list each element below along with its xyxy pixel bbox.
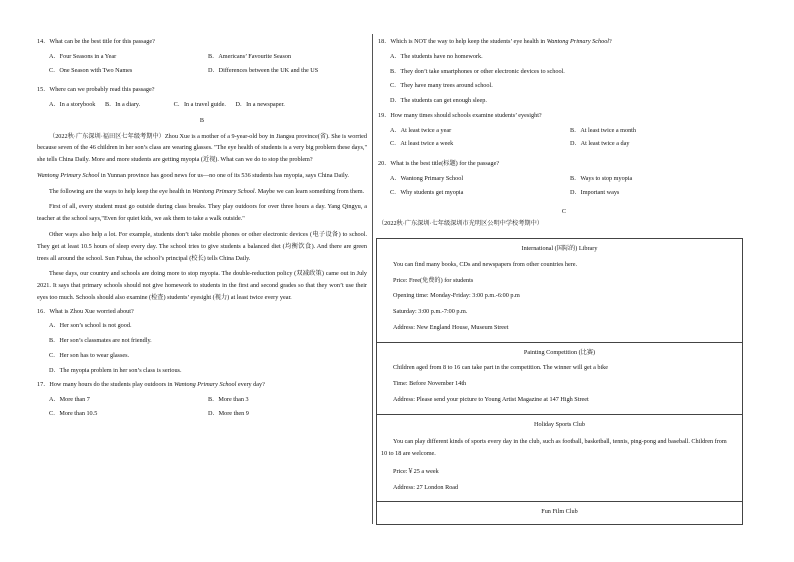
question-16-option-a[interactable]: A．Her son’s school is not good. <box>49 322 132 330</box>
question-15-stem: 15．Where can we probably read this passage? <box>37 86 155 94</box>
question-18-stem-post: ? <box>609 38 612 45</box>
question-17-stem-pre: 17．How many hours do the students play outdoors in <box>37 381 174 389</box>
passage-paragraph-2-text: in Yunnan province has good news for us—no one of its 536 students has myopia, says China Daily. <box>99 171 349 179</box>
section-c-source: （2022秋·广东深圳·七年级深圳市光明区公明中学校考期中） <box>378 220 543 227</box>
passage-paragraph-1: （2022秋·广东深圳·福田区七年级考期中）Zhou Xue is a mother of a 9-year-old boy in Jiangsu province(省). She is worried because seven of the 46 children in her son’s class are wearing glasses. "The eye health of students is a very big problem these days," she tells China Daily. More and more students are getting myopia (近视). What can we do to stop the problem? <box>37 132 367 164</box>
passage-paragraph-3-pre: The following are the ways to help keep the eye health in <box>49 187 193 195</box>
question-14-option-c[interactable]: C．One Season with Two Names <box>49 66 133 74</box>
question-19-option-b[interactable]: B．At least twice a month <box>570 126 636 134</box>
notice-box <box>376 238 743 525</box>
question-15-options <box>49 101 367 109</box>
film-title: Fun Film Club <box>541 508 578 516</box>
sports-line: Address: 27 London Road <box>393 483 459 491</box>
left-column <box>37 38 367 430</box>
column-divider <box>372 34 373 524</box>
library-notice <box>377 239 742 343</box>
question-20-option-b[interactable]: B．Ways to stop myopia <box>570 174 633 182</box>
question-19-options <box>390 127 750 155</box>
painting-line: Children aged from 8 to 16 can take part in the competition. The winner will get a bike <box>393 364 609 372</box>
school-name: Wantong Primary School <box>546 38 610 45</box>
question-19-stem: 19．How many times should schools examine students’ eyesight? <box>378 111 542 119</box>
question-20-options <box>390 175 750 203</box>
library-line: Saturday: 3:00 p.m.-7:00 p.m. <box>393 308 468 315</box>
question-18-stem <box>378 38 750 46</box>
question-19-option-c[interactable]: C．At least twice a week <box>390 140 454 148</box>
question-14-option-a[interactable]: A．Four Seasons in a Year <box>49 52 117 60</box>
passage-paragraph-5: Other ways also help a lot. For example, students don’t take mobile phones or other electronic devices (电子设备) to school. They get at least 10.5 hours of sleep every day. The school tries to give students a balanced diet (均衡饮食). And there are green trees all around the school. Sun Fuhua, the school’s principal (校长) tells China Daily. <box>37 230 367 262</box>
question-18-option-d[interactable]: D．The students can get enough sleep. <box>390 97 487 104</box>
library-line: Price: Free(免费的) for students <box>393 276 474 284</box>
library-title: International (国际的) Library <box>521 245 598 252</box>
question-20-option-d[interactable]: D．Important ways <box>570 188 620 196</box>
question-18-option-b[interactable]: B．They don’t take smartphones or other electronic devices to school. <box>390 67 565 75</box>
question-20-option-c[interactable]: C．Why students get myopia <box>390 188 464 196</box>
passage-paragraph-2 <box>37 170 367 182</box>
question-15-option-c[interactable]: C．In a travel guide. <box>173 101 226 108</box>
passage-paragraph-4: First of all, every student must go outside during class breaks. They play outdoors for over three hours a day. Yang Qingyu, a teacher at the school says,"Even for quiet kids, we ask them to take a walk outside." <box>37 203 367 223</box>
question-16-stem: 16．What is Zhou Xue worried about? <box>37 307 134 315</box>
passage-paragraph-3-post: . Maybe we can learn something from them. <box>254 187 365 195</box>
right-column <box>378 38 750 228</box>
question-17-option-d[interactable]: D．More then 9 <box>208 409 249 417</box>
question-16-option-d[interactable]: D．The myopia problem in her son’s class is serious. <box>49 366 182 374</box>
library-line: Address: New England House, Museum Street <box>393 323 509 331</box>
question-18-option-a[interactable]: A．The students have no homework. <box>390 52 483 60</box>
question-16-option-c[interactable]: C．Her son has to wear glasses. <box>49 351 130 359</box>
question-17-option-b[interactable]: B．More than 3 <box>208 396 249 404</box>
question-17-stem <box>37 381 367 389</box>
passage-paragraph-6: These days, our country and schools are doing more to stop myopia. The double-reduction policy (双减政策) came out in July 2021. It says that primary schools should not give homework to students in the first and second grades so that they won’t use their eyes too much. Schools should also examine (检查) students’ eyesight (视力) at least twice every year. <box>37 270 367 301</box>
question-19-option-a[interactable]: A．At least twice a year <box>390 126 452 134</box>
question-15-option-a[interactable]: A．In a storybook <box>49 101 96 108</box>
painting-line: Time: Before November 14th <box>393 380 467 387</box>
painting-title: Painting Competition (比赛) <box>523 348 596 356</box>
question-16-option-b[interactable]: B．Her son’s classmates are not friendly. <box>49 337 152 345</box>
question-18-stem-pre: 18．Which is NOT the way to help keep the students’ eye health in <box>378 38 547 45</box>
question-17-stem-post: every day? <box>236 381 265 389</box>
section-b-label: B <box>199 116 205 124</box>
section-c-label: C <box>561 208 567 216</box>
library-line: Opening time: Monday-Friday: 3:00 p.m.-6:00 p.m <box>393 292 520 300</box>
sports-title: Holiday Sports Club <box>534 420 585 428</box>
painting-notice <box>377 343 742 415</box>
school-name: Wantong Primary School <box>173 381 237 389</box>
sports-line: Price:￥25 a week <box>393 467 439 475</box>
question-14-stem: 14．What can be the best title for this passage? <box>37 38 155 45</box>
film-notice <box>377 502 742 524</box>
passage-b <box>37 131 367 304</box>
sports-notice <box>377 415 742 503</box>
question-14-option-b[interactable]: B．Americans’ Favourite Season <box>208 52 292 60</box>
question-18-option-c[interactable]: C．They have many trees around school. <box>390 82 493 90</box>
school-name: Wantong Primary School <box>37 171 100 179</box>
question-14-option-d[interactable]: D．Differences between the UK and the US <box>208 66 319 74</box>
question-20-option-a[interactable]: A．Wantong Primary School <box>390 174 464 182</box>
painting-line: Address: Please send your picture to Young Artist Magazine at 147 High Street <box>393 395 589 403</box>
question-15-option-b[interactable]: B．In a diary. <box>104 101 141 108</box>
passage-paragraph-3 <box>37 186 367 198</box>
question-14-options <box>49 53 367 81</box>
question-17-option-a[interactable]: A．More than 7 <box>49 396 90 404</box>
question-17-options <box>49 396 367 424</box>
school-name: Wantong Primary School <box>192 187 255 195</box>
question-17-option-c[interactable]: C．More than 10.5 <box>49 409 98 417</box>
sports-description: You can play different kinds of sports every day in the club, such as football, basketball, tennis, ping-pong and baseball. Children from 10 to 18 are welcome. <box>381 438 727 458</box>
question-19-option-d[interactable]: D．At least twice a day <box>570 140 630 148</box>
question-20-stem: 20．What is the best title(标题) for the passage? <box>378 160 500 167</box>
question-15-option-d[interactable]: D．In a newspaper. <box>235 101 285 108</box>
library-line: You can find many books, CDs and newspapers from other countries here. <box>393 260 578 268</box>
